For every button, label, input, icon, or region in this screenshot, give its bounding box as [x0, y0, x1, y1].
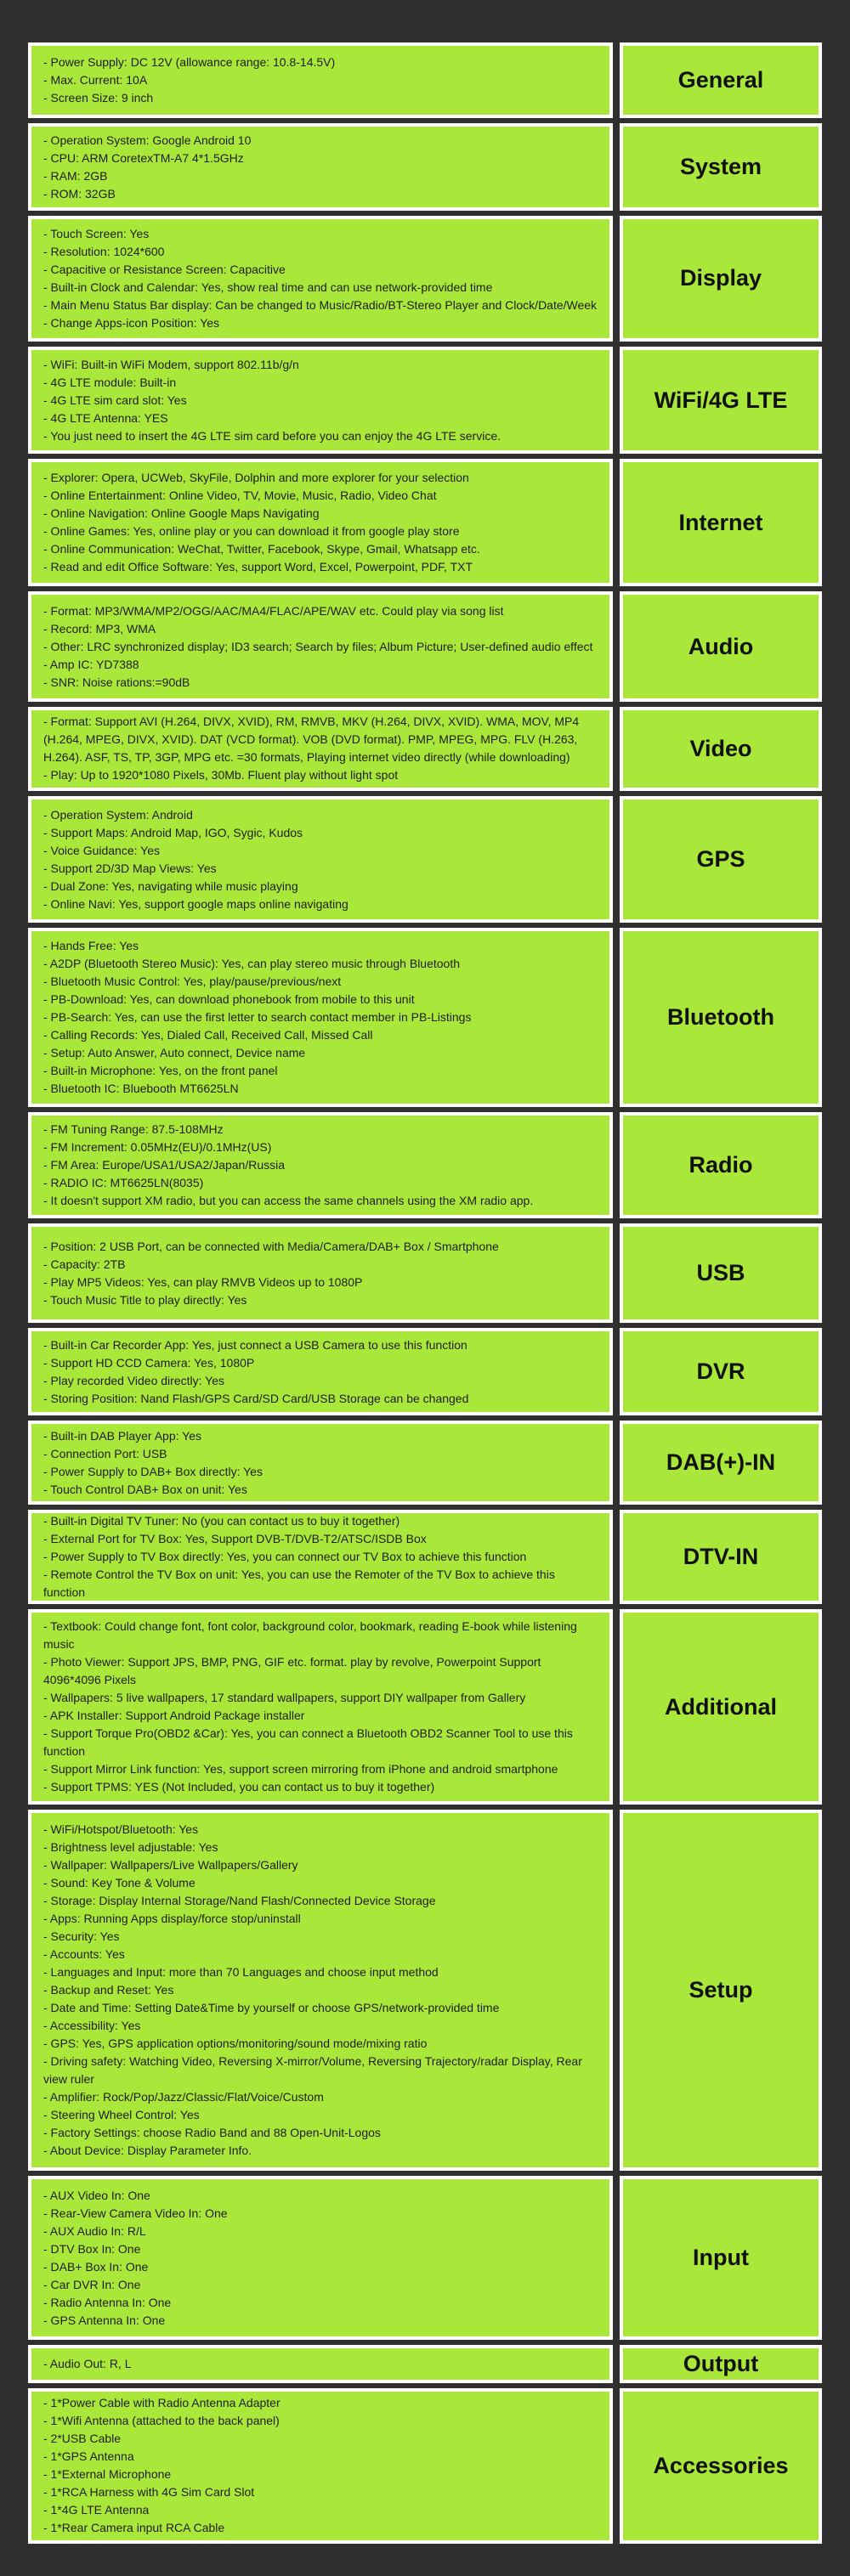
spec-line: - Main Menu Status Bar display: Can be changed to Music/Radio/BT-Stereo Player and Clock/Date/Week [43, 297, 598, 312]
spec-line: - WiFi/Hotspot/Bluetooth: Yes [43, 1822, 199, 1836]
spec-line: - Screen Size: 9 inch [43, 91, 154, 105]
spec-line: - DAB+ Box In: One [43, 2259, 149, 2274]
spec-line: - CPU: ARM CoretexTM-A7 4*1.5GHz [43, 150, 244, 165]
spec-row [28, 796, 822, 924]
spec-line: - Security: Yes [43, 1929, 120, 1943]
spec-details [28, 347, 613, 455]
spec-line: - Support 2D/3D Map Views: Yes [43, 861, 217, 875]
spec-line: - Resolution: 1024*600 [43, 244, 165, 258]
spec-line: - 2*USB Cable [43, 2432, 122, 2446]
spec-line: - Built-in Car Recorder App: Yes, just connect a USB Camera to use this function [43, 1337, 468, 1352]
spec-line: - Apps: Running Apps display/force stop/uninstall [43, 1911, 301, 1925]
spec-line: - Built-in Microphone: Yes, on the front panel [43, 1063, 278, 1077]
spec-line: - Power Supply to DAB+ Box directly: Yes [43, 1464, 263, 1478]
spec-line: - Driving safety: Watching Video, Reversing X-mirror/Volume, Reversing Trajectory/radar Display, Rear view ruler [43, 2053, 582, 2086]
spec-line: - 1*GPS Antenna [43, 2449, 134, 2464]
spec-line: - Built-in Digital TV Tuner: No (you can contact us to buy it together) [43, 1513, 400, 1528]
spec-line: - PB-Download: Yes, can download phonebook from mobile to this unit [43, 991, 415, 1006]
spec-line: - SNR: Noise rations:=90dB [43, 675, 190, 689]
spec-line: - Remote Control the TV Box on unit: Yes, you can use the Remoter of the TV Box to achieve this function [43, 1567, 555, 1599]
spec-row [28, 1810, 822, 2170]
spec-line: - AUX Video In: One [43, 2188, 150, 2202]
spec-line: - Brightness level adjustable: Yes [43, 1839, 218, 1854]
spec-row [28, 2388, 822, 2544]
spec-line: - Operation System: Android [43, 807, 193, 822]
spec-line: - Bluetooth Music Control: Yes, play/pause/previous/next [43, 974, 342, 988]
spec-row [28, 1112, 822, 1219]
spec-line: - Amplifier: Rock/Pop/Jazz/Classic/Flat/Voice/Custom [43, 2089, 324, 2104]
spec-line: - 1*RCA Harness with 4G Sim Card Slot [43, 2485, 255, 2500]
spec-line: - Format: Support AVI (H.264, DIVX, XVID), RM, RMVB, MKV (H.264, DIVX, XVID). WMA, MOV, MP4 (H.264, MPEG, DIVX, XVID). DAT (VCD format). VOB (DVD format). PMP, MPEG, MPG. FLV (H.263, H.264). ASF, TS, TP, 3GP, MPG etc. =30 formats, Playing internet video directly (while downloading) [43, 715, 580, 765]
spec-line: - Calling Records: Yes, Dialed Call, Received Call, Missed Call [43, 1027, 373, 1042]
spec-line: - Wallpapers: 5 live wallpapers, 17 standard wallpapers, support DIY wallpaper from Gallery [43, 1691, 526, 1705]
spec-line: - Amp IC: YD7388 [43, 657, 139, 671]
spec-line: - Online Communication: WeChat, Twitter, Facebook, Skype, Gmail, Whatsapp etc. [43, 542, 480, 556]
spec-row [28, 1510, 822, 1604]
spec-details [28, 216, 613, 342]
spec-line: - Rear-View Camera Video In: One [43, 2206, 228, 2220]
spec-line: - RAM: 2GB [43, 168, 108, 183]
spec-line: - Dual Zone: Yes, navigating while music playing [43, 878, 298, 893]
spec-line: - Format: MP3/WMA/MP2/OGG/AAC/MA4/FLAC/APE/WAV etc. Could play via song list [43, 603, 504, 618]
spec-line: - FM Area: Europe/USA1/USA2/Japan/Russia [43, 1157, 286, 1172]
spec-line: - 1*Wifi Antenna (attached to the back panel) [43, 2414, 280, 2428]
section-title: USB [620, 1223, 822, 1323]
spec-line: - Bluetooth IC: Bluebooth MT6625LN [43, 1081, 239, 1095]
spec-line: - Accounts: Yes [43, 1946, 125, 1961]
spec-line: - Support Maps: Android Map, IGO, Sygic, Kudos [43, 825, 303, 839]
spec-row [28, 707, 822, 791]
spec-line: - You just need to insert the 4G LTE sim card before you can enjoy the 4G LTE service. [43, 428, 501, 443]
spec-line: - Backup and Reset: Yes [43, 1982, 174, 1997]
spec-line: - RADIO IC: MT6625LN(8035) [43, 1175, 204, 1189]
spec-line: - GPS Antenna In: One [43, 2313, 166, 2327]
section-title: System [620, 123, 822, 211]
section-title: Radio [620, 1112, 822, 1219]
spec-line: - Support TPMS: YES (Not Included, you can contact us to buy it together) [43, 1780, 435, 1794]
section-title: Audio [620, 591, 822, 702]
spec-line: - Play: Up to 1920*1080 Pixels, 30Mb. Fluent play without light spot [43, 768, 399, 782]
spec-line: - 1*Rear Camera input RCA Cable [43, 2521, 225, 2535]
spec-details [28, 42, 613, 118]
spec-line: - Online Navigation: Online Google Maps Navigating [43, 506, 320, 521]
section-title: Video [620, 707, 822, 791]
spec-details [28, 2345, 613, 2382]
spec-line: - Wallpaper: Wallpapers/Live Wallpapers/Gallery [43, 1857, 298, 1872]
section-title: Setup [620, 1810, 822, 2170]
spec-line: - Audio Out: R, L [43, 2357, 132, 2371]
section-title: GPS [620, 796, 822, 924]
spec-line: - Other: LRC synchronized display; ID3 search; Search by files; Album Picture; User-defined audio effect [43, 639, 593, 653]
section-title: DTV-IN [620, 1510, 822, 1604]
spec-line: - It doesn't support XM radio, but you can access the same channels using the XM radio app. [43, 1193, 534, 1207]
spec-line: - Power Supply: DC 12V (allowance range: 10.8-14.5V) [43, 55, 336, 70]
spec-line: - Explorer: Opera, UCWeb, SkyFile, Dolphin and more explorer for your selection [43, 471, 469, 485]
spec-line: - Change Apps-icon Position: Yes [43, 315, 220, 330]
spec-line: - Storage: Display Internal Storage/Nand Flash/Connected Device Storage [43, 1893, 436, 1907]
spec-details [28, 928, 613, 1106]
spec-line: - Power Supply to TV Box directly: Yes, you can connect our TV Box to achieve this function [43, 1549, 527, 1563]
spec-details [28, 591, 613, 702]
spec-details [28, 123, 613, 211]
spec-line: - Record: MP3, WMA [43, 621, 156, 636]
spec-line: - Online Navi: Yes, support google maps online navigating [43, 896, 348, 911]
spec-line: - Touch Control DAB+ Box on unit: Yes [43, 1482, 247, 1496]
spec-row [28, 2176, 822, 2341]
spec-row [28, 1223, 822, 1323]
section-title: Additional [620, 1609, 822, 1805]
spec-line: - Car DVR In: One [43, 2277, 141, 2291]
spec-details [28, 1510, 613, 1604]
spec-line: - Touch Music Title to play directly: Yes [43, 1292, 247, 1307]
spec-line: - Date and Time: Setting Date&Time by yourself or choose GPS/network-provided time [43, 2000, 500, 2014]
spec-details [28, 2176, 613, 2341]
spec-row [28, 1328, 822, 1415]
spec-line: - Online Games: Yes, online play or you can download it from google play store [43, 524, 460, 539]
spec-line: - Built-in DAB Player App: Yes [43, 1428, 201, 1443]
spec-line: - DTV Box In: One [43, 2241, 141, 2256]
spec-line: - Play recorded Video directly: Yes [43, 1373, 224, 1387]
section-title: Display [620, 216, 822, 342]
spec-line: - About Device: Display Parameter Info. [43, 2143, 252, 2157]
spec-line: - Position: 2 USB Port, can be connected with Media/Camera/DAB+ Box / Smartphone [43, 1239, 499, 1253]
spec-line: - Setup: Auto Answer, Auto connect, Device name [43, 1045, 306, 1059]
spec-line: - 1*4G LTE Antenna [43, 2503, 150, 2517]
spec-details [28, 1810, 613, 2170]
section-title: WiFi/4G LTE [620, 347, 822, 455]
spec-line: - Support HD CCD Camera: Yes, 1080P [43, 1355, 255, 1370]
spec-line: - Accessibility: Yes [43, 2018, 141, 2032]
spec-line: - 1*Power Cable with Radio Antenna Adapter [43, 2396, 280, 2410]
spec-line: - Online Entertainment: Online Video, TV, Movie, Music, Radio, Video Chat [43, 489, 437, 503]
section-title: DAB(+)-IN [620, 1421, 822, 1505]
spec-line: - Operation System: Google Android 10 [43, 133, 252, 147]
spec-line: - Hands Free: Yes [43, 938, 139, 952]
section-title: DVR [620, 1328, 822, 1415]
spec-line: - Sound: Key Tone & Volume [43, 1875, 196, 1890]
spec-line: - Read and edit Office Software: Yes, support Word, Excel, Powerpoint, PDF, TXT [43, 560, 473, 574]
spec-line: - Support Torque Pro(OBD2 &Car): Yes, you can connect a Bluetooth OBD2 Scanner Tool to use this function [43, 1726, 573, 1759]
section-title: Output [620, 2345, 822, 2382]
spec-row [28, 1609, 822, 1805]
spec-line: - Capacitive or Resistance Screen: Capacitive [43, 262, 286, 276]
spec-line: - Voice Guidance: Yes [43, 843, 160, 857]
spec-line: - Play MP5 Videos: Yes, can play RMVB Videos up to 1080P [43, 1274, 363, 1289]
spec-details [28, 1328, 613, 1415]
spec-row [28, 347, 822, 455]
spec-details [28, 459, 613, 586]
spec-line: - 1*External Microphone [43, 2467, 172, 2482]
spec-row [28, 459, 822, 586]
spec-line: - ROM: 32GB [43, 186, 116, 201]
spec-line: - External Port for TV Box: Yes, Support DVB-T/DVB-T2/ATSC/ISDB Box [43, 1531, 427, 1545]
spec-line: - Connection Port: USB [43, 1446, 167, 1460]
spec-details [28, 1609, 613, 1805]
spec-row [28, 216, 822, 342]
spec-line: - Factory Settings: choose Radio Band and 88 Open-Unit-Logos [43, 2125, 381, 2139]
spec-line: - Storing Position: Nand Flash/GPS Card/SD Card/USB Storage can be changed [43, 1391, 469, 1405]
spec-row [28, 1421, 822, 1505]
spec-row [28, 123, 822, 211]
spec-line: - 4G LTE Antenna: YES [43, 410, 168, 425]
spec-line: - AUX Audio In: R/L [43, 2223, 146, 2238]
section-title: Accessories [620, 2388, 822, 2544]
spec-line: - Capacity: 2TB [43, 1257, 126, 1271]
spec-row [28, 42, 822, 118]
spec-line: - APK Installer: Support Android Package installer [43, 1709, 305, 1723]
spec-line: - Built-in Clock and Calendar: Yes, show real time and can use network-provided time [43, 280, 493, 294]
spec-line: - 4G LTE sim card slot: Yes [43, 393, 187, 407]
spec-line: - 4G LTE module: Built-in [43, 375, 177, 389]
spec-line: - Support Mirror Link function: Yes, support screen mirroring from iPhone and android smartphone [43, 1762, 558, 1777]
spec-details [28, 1223, 613, 1323]
section-title: Input [620, 2176, 822, 2341]
spec-details [28, 2388, 613, 2544]
spec-line: - Languages and Input: more than 70 Languages and choose input method [43, 1964, 439, 1979]
spec-row [28, 591, 822, 702]
spec-line: - A2DP (Bluetooth Stereo Music): Yes, can play stereo music through Bluetooth [43, 956, 461, 970]
spec-line: - Photo Viewer: Support JPS, BMP, PNG, GIF etc. format. play by revolve, Powerpoint Support 4096*4096 Pixels [43, 1655, 541, 1687]
spec-details [28, 1112, 613, 1219]
spec-details [28, 1421, 613, 1505]
spec-line: - FM Increment: 0.05MHz(EU)/0.1MHz(US) [43, 1139, 272, 1154]
spec-line: - Radio Antenna In: One [43, 2295, 172, 2309]
spec-line: - WiFi: Built-in WiFi Modem, support 802.11b/g/n [43, 357, 299, 371]
spec-details [28, 707, 613, 791]
spec-row [28, 2345, 822, 2382]
spec-details [28, 796, 613, 924]
spec-line: - Max. Current: 10A [43, 73, 148, 88]
spec-line: - PB-Search: Yes, can use the first letter to search contact member in PB-Listings [43, 1009, 472, 1024]
spec-line: - Textbook: Could change font, font color, background color, bookmark, reading E-book while listening music [43, 1619, 577, 1652]
spec-line: - Touch Screen: Yes [43, 226, 150, 240]
spec-row [28, 928, 822, 1106]
spec-line: - FM Tuning Range: 87.5-108MHz [43, 1121, 224, 1136]
spec-line: - GPS: Yes, GPS application options/monitoring/sound mode/mixing ratio [43, 2036, 428, 2050]
section-title: Internet [620, 459, 822, 586]
section-title: General [620, 42, 822, 118]
section-title: Bluetooth [620, 928, 822, 1106]
spec-line: - Steering Wheel Control: Yes [43, 2107, 200, 2121]
